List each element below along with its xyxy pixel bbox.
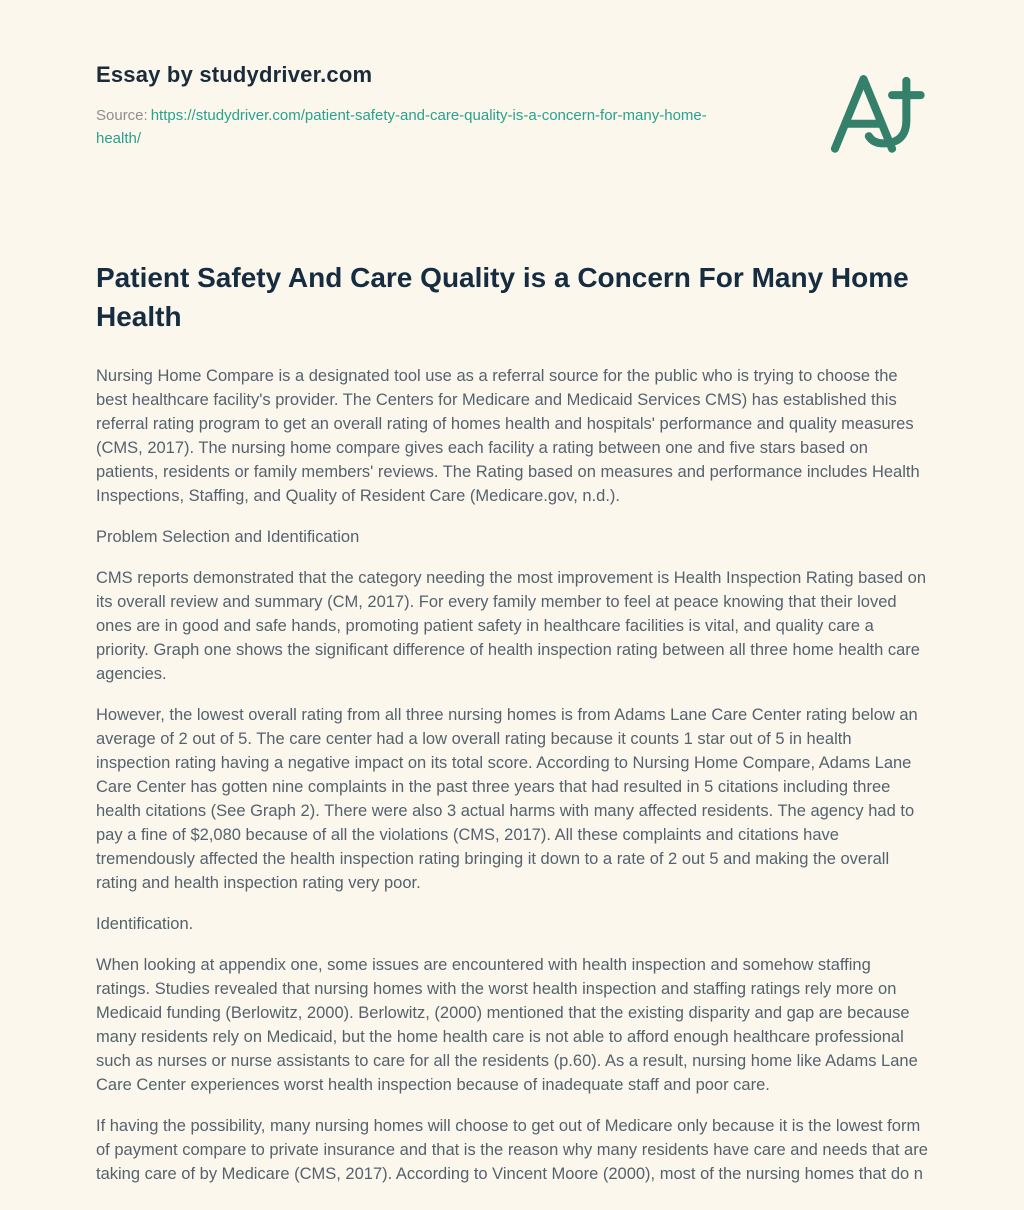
paragraph-5-heading: Identification. [96, 915, 194, 934]
header-text-block [96, 62, 744, 151]
source-line [96, 104, 744, 151]
studydriver-logo-icon [826, 66, 926, 160]
paragraph-7: If having the possibility, many nursing homes will choose to get out of Medicare only because it is the lowest form of payment compare to private insurance and that is the reason why many residents have care and needs that are taking care of by Medicare (CMS, 2017). According to Vincent Moore (2000), most of the nursing homes that do n [96, 1117, 928, 1184]
paragraph-2-heading: Problem Selection and Identification [96, 528, 360, 547]
source-link[interactable]: https://studydriver.com/patient-safety-and-care-quality-is-a-concern-for-many-home-health/ [96, 107, 707, 148]
header [96, 62, 928, 160]
essay-by-title: Essay by studydriver.com [96, 62, 373, 87]
paragraph-6: When looking at appendix one, some issues are encountered with health inspection and somehow staffing ratings. Studies revealed that nursing homes with the worst health inspection and staffing ratings rely more on Medicaid funding (Berlowitz, 2000). Berlowitz, (2000) mentioned that the existing disparity and gap are because many residents rely on Medicaid, but the home health care is not able to afford enough healthcare professional such as nurses or nurse assistants to care for all the residents (p.60). As a result, nursing home like Adams Lane Care Center experiences worst health inspection because of inadequate staff and poor care. [96, 956, 918, 1095]
essay-body [96, 258, 928, 1186]
logo-letter-a [835, 79, 892, 149]
paragraph-4: However, the lowest overall rating from all three nursing homes is from Adams Lane Care Center rating below an average of 2 out of 5. The care center had a low overall rating because it counts 1 star out of 5 in health inspection rating having a negative impact on its total score. According to Nursing Home Compare, Adams Lane Care Center has gotten nine complaints in the past three years that had resulted in 5 citations including three health citations (See Graph 2). There were also 3 actual harms with many affected residents. The agency had to pay a fine of $2,080 because of all the violations (CMS, 2017). All these complaints and citations have tremendously affected the health inspection rating bringing it down to a rate of 2 out 5 and making the overall rating and health inspection rating very poor. [96, 706, 918, 893]
essay-title: Patient Safety And Care Quality is a Concern For Many Home Health [96, 262, 909, 333]
source-label: Source: [96, 107, 148, 124]
paragraph-3: CMS reports demonstrated that the category needing the most improvement is Health Inspection Rating based on its overall review and summary (CM, 2017). For every family member to feel at peace knowing that their loved ones are in good and safe hands, promoting patient safety in healthcare facilities is vital, and quality care a priority. Graph one shows the significant difference of health inspection rating between all three home health care agencies. [96, 569, 927, 684]
paragraph-1: Nursing Home Compare is a designated tool use as a referral source for the public who is trying to choose the best healthcare facility's provider. The Centers for Medicare and Medicaid Services CMS) has established this referral rating program to get an overall rating of homes health and hospitals' performance and quality measures (CMS, 2017). The nursing home compare gives each facility a rating between one and five stars based on patients, residents or family members' reviews. The Rating based on measures and performance includes Health Inspections, Staffing, and Quality of Resident Care (Medicare.gov, n.d.). [96, 367, 920, 506]
